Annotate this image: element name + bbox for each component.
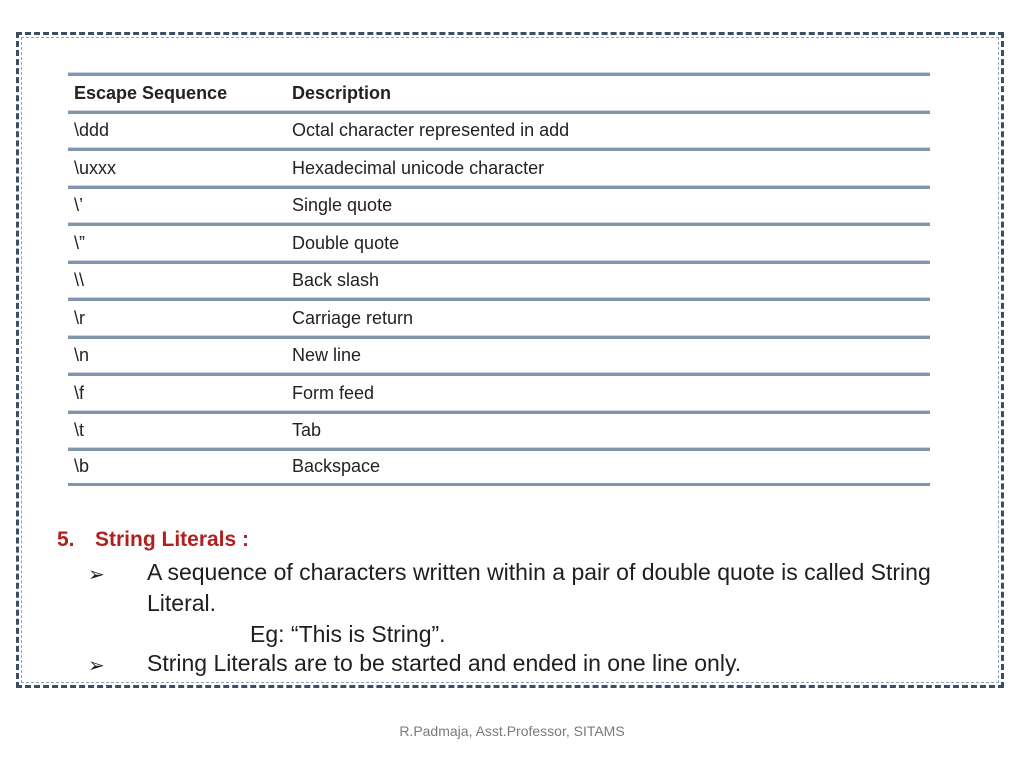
escape-sequence-cell: \b bbox=[74, 456, 90, 477]
escape-sequence-cell: \” bbox=[74, 232, 85, 253]
header-escape-sequence: Escape Sequence bbox=[74, 82, 228, 103]
table-row bbox=[68, 411, 930, 449]
description-cell: Double quote bbox=[292, 232, 400, 253]
escape-sequence-cell: \f bbox=[74, 382, 85, 403]
description-cell: Form feed bbox=[292, 382, 375, 403]
section-title-text: String Literals : bbox=[95, 528, 250, 551]
escape-sequence-table bbox=[68, 73, 930, 486]
bullet-text-line2: Literal. bbox=[147, 590, 217, 616]
description-cell: New line bbox=[292, 345, 362, 366]
escape-sequence-cell: \’ bbox=[74, 195, 83, 216]
bullet-text-line1: A sequence of characters written within a pair of double quote is called String bbox=[147, 559, 931, 585]
section-heading bbox=[57, 528, 249, 552]
escape-sequence-cell: \r bbox=[74, 307, 85, 328]
bullet-text-second: String Literals are to be started and ended in one line only. bbox=[147, 650, 742, 676]
escape-sequence-cell: \ddd bbox=[74, 120, 110, 141]
table-row bbox=[68, 186, 930, 224]
description-cell: Hexadecimal unicode character bbox=[292, 157, 545, 178]
table-row bbox=[68, 373, 930, 411]
description-cell: Backspace bbox=[292, 456, 381, 477]
table-row bbox=[68, 298, 930, 336]
escape-sequence-cell: \n bbox=[74, 345, 90, 366]
table-row bbox=[68, 448, 930, 486]
table-row bbox=[68, 223, 930, 261]
table-header-row bbox=[68, 73, 930, 111]
escape-sequence-cell: \t bbox=[74, 420, 85, 441]
description-cell: Octal character represented in add bbox=[292, 120, 570, 141]
slide-footer: R.Padmaja, Asst.Professor, SITAMS bbox=[399, 723, 625, 739]
section-number: 5. bbox=[57, 528, 75, 551]
escape-sequence-cell: \uxxx bbox=[74, 157, 117, 178]
table-row bbox=[68, 148, 930, 186]
example-text: Eg: “This is String”. bbox=[250, 621, 446, 647]
description-cell: Back slash bbox=[292, 270, 380, 291]
table-row bbox=[68, 261, 930, 299]
header-description: Description bbox=[292, 82, 392, 103]
table-row bbox=[68, 336, 930, 374]
description-cell: Single quote bbox=[292, 195, 393, 216]
arrow-bullet-icon: ➢ bbox=[88, 564, 105, 586]
table-row bbox=[68, 111, 930, 149]
description-cell: Tab bbox=[292, 420, 322, 441]
escape-sequence-cell: \\ bbox=[74, 270, 85, 291]
arrow-bullet-icon: ➢ bbox=[88, 655, 105, 677]
description-cell: Carriage return bbox=[292, 307, 414, 328]
